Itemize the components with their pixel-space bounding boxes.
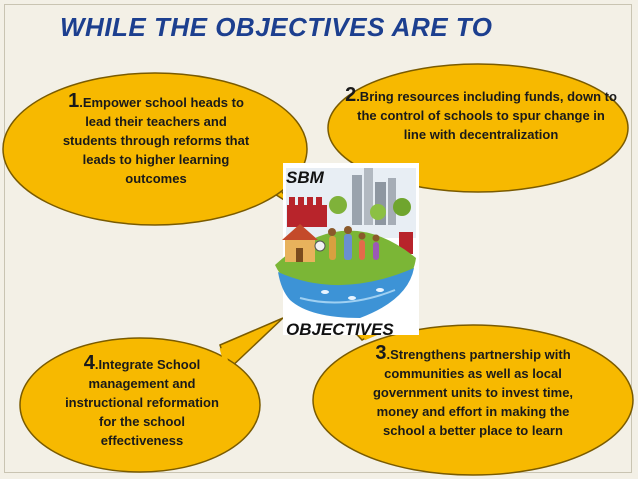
sbm-illustration — [275, 163, 419, 335]
objective-2 — [345, 86, 617, 144]
center-top-label: SBM — [286, 168, 324, 187]
objective-1-text: .Empower school heads to lead their teachers and students through reforms that leads to higher learning outcomes — [62, 95, 250, 186]
objective-3-text: .Strengthens partnership with communities as well as local government units to invest time, money and effort in making the school a better place to learn — [372, 347, 574, 438]
objective-3 — [368, 344, 578, 440]
slide-title: WHILE THE OBJECTIVES ARE TO — [60, 12, 493, 42]
objective-4-text: .Integrate School management and instructional reformation for the school effectiveness — [65, 357, 219, 448]
objective-2-number: 2 — [345, 84, 357, 106]
center-bottom-label: OBJECTIVES — [286, 320, 394, 339]
objective-4 — [64, 354, 220, 450]
objective-1-number: 1 — [68, 90, 80, 112]
objective-4-number: 4 — [83, 352, 95, 374]
objective-2-text: .Bring resources including funds, down to the control of schools to spur change in line with decentralization — [356, 89, 617, 142]
objective-3-number: 3 — [375, 342, 387, 364]
objective-1 — [58, 92, 254, 188]
